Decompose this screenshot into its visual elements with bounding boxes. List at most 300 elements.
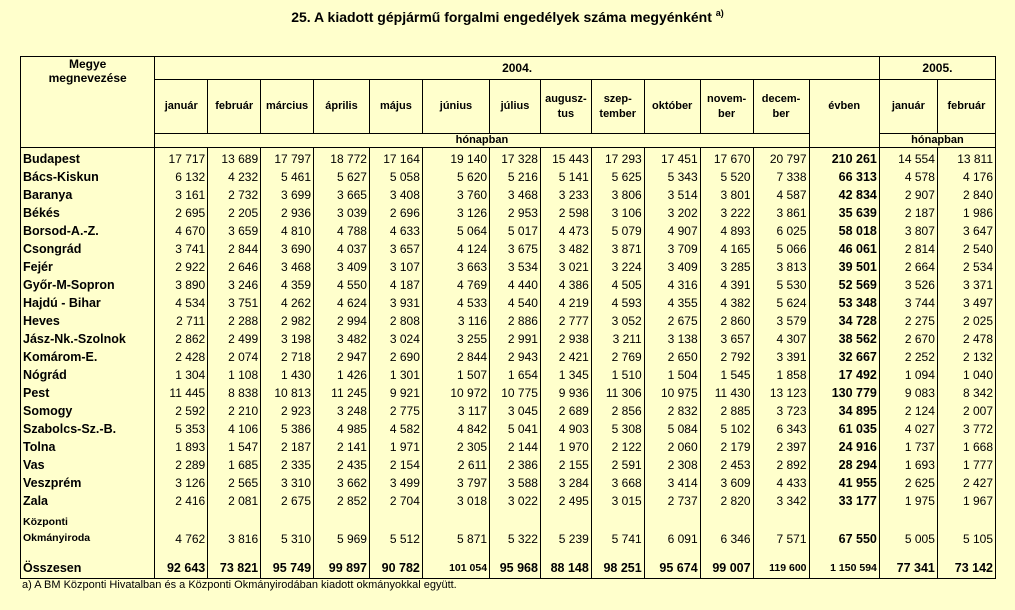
- evben-header: évben: [809, 80, 879, 134]
- month-value: 1 970: [540, 438, 591, 456]
- month-value: 2 397: [753, 438, 809, 456]
- total-month-value-2005: 77 341: [879, 558, 937, 579]
- month-value-2005: 1 975: [879, 492, 937, 510]
- month-value: 2 892: [753, 456, 809, 474]
- month-value: 3 126: [422, 204, 489, 222]
- spacer-cell: [809, 548, 879, 558]
- month-value: 3 468: [261, 258, 314, 276]
- month-value: 3 106: [591, 204, 644, 222]
- month-value: 2 820: [700, 492, 753, 510]
- month-value: 4 788: [314, 222, 370, 240]
- county-name: Vas: [21, 456, 155, 474]
- month-value: 3 871: [591, 240, 644, 258]
- month-value: 5 239: [540, 510, 591, 548]
- month-value: 1 507: [422, 366, 489, 384]
- month-value: 3 022: [490, 492, 541, 510]
- table-row: [21, 148, 996, 169]
- table-row: [21, 456, 996, 474]
- month-value: 6 132: [155, 168, 208, 186]
- month-value: 5 353: [155, 420, 208, 438]
- month-value: 4 582: [369, 420, 422, 438]
- month-value: 2 856: [591, 402, 644, 420]
- month-value: 3 741: [155, 240, 208, 258]
- month-value: 5 871: [422, 510, 489, 548]
- evben-spacer: [809, 134, 879, 148]
- month-value-2005: 1 986: [937, 204, 995, 222]
- month-header-2005: február: [937, 80, 995, 134]
- table-row: [21, 186, 996, 204]
- month-value-2005: 2 814: [879, 240, 937, 258]
- header-row-years: [21, 57, 996, 80]
- month-value: 4 433: [753, 474, 809, 492]
- total-month-value: 95 674: [644, 558, 700, 579]
- total-month-value-2005: 73 142: [937, 558, 995, 579]
- table-row-kozponti: [21, 510, 996, 548]
- month-value: 1 858: [753, 366, 809, 384]
- table-row: [21, 384, 996, 402]
- month-header-2004: március: [261, 80, 314, 134]
- month-value: 4 903: [540, 420, 591, 438]
- month-value: 4 893: [700, 222, 753, 240]
- table-row: [21, 204, 996, 222]
- year-total: 66 313: [809, 168, 879, 186]
- month-value: 8 838: [208, 384, 261, 402]
- spacer-cell: [591, 548, 644, 558]
- month-value: 4 307: [753, 330, 809, 348]
- month-value: 2 179: [700, 438, 753, 456]
- month-value: 5 512: [369, 510, 422, 548]
- month-value: 4 534: [155, 294, 208, 312]
- month-value: 10 972: [422, 384, 489, 402]
- month-value-2005: 3 647: [937, 222, 995, 240]
- month-value: 3 015: [591, 492, 644, 510]
- month-value-2005: 2 478: [937, 330, 995, 348]
- month-value: 3 198: [261, 330, 314, 348]
- month-header-2005: január: [879, 80, 937, 134]
- month-value: 6 343: [753, 420, 809, 438]
- county-name: Veszprém: [21, 474, 155, 492]
- month-value: 3 816: [208, 510, 261, 548]
- table-row: [21, 420, 996, 438]
- month-value: 17 670: [700, 148, 753, 169]
- month-value: 3 514: [644, 186, 700, 204]
- spacer-cell: [314, 548, 370, 558]
- month-value: 3 052: [591, 312, 644, 330]
- month-value: 5 627: [314, 168, 370, 186]
- month-value: 3 723: [753, 402, 809, 420]
- month-value: 5 141: [540, 168, 591, 186]
- month-value: 7 571: [753, 510, 809, 548]
- month-value: 2 860: [700, 312, 753, 330]
- month-value: 3 699: [261, 186, 314, 204]
- month-value: 1 108: [208, 366, 261, 384]
- month-value: 2 938: [540, 330, 591, 348]
- table-row: [21, 222, 996, 240]
- year-total: 67 550: [809, 510, 879, 548]
- month-value: 2 943: [490, 348, 541, 366]
- month-value: 2 591: [591, 456, 644, 474]
- month-header-2004: novem-ber: [700, 80, 753, 134]
- county-name: Békés: [21, 204, 155, 222]
- year-total: 32 667: [809, 348, 879, 366]
- month-value: 1 345: [540, 366, 591, 384]
- month-header-2004: október: [644, 80, 700, 134]
- month-value: 2 675: [644, 312, 700, 330]
- month-value: 7 338: [753, 168, 809, 186]
- month-value: 3 391: [753, 348, 809, 366]
- table-row: [21, 366, 996, 384]
- month-value: 4 187: [369, 276, 422, 294]
- month-value-2005: 2 124: [879, 402, 937, 420]
- month-value: 3 657: [700, 330, 753, 348]
- month-value-2005: 5 005: [879, 510, 937, 548]
- total-month-value: 90 782: [369, 558, 422, 579]
- month-header-2004: február: [208, 80, 261, 134]
- month-value: 3 482: [314, 330, 370, 348]
- month-value-2005: 5 105: [937, 510, 995, 548]
- month-value: 5 216: [490, 168, 541, 186]
- month-value: 2 144: [490, 438, 541, 456]
- month-value: 2 650: [644, 348, 700, 366]
- county-name: Heves: [21, 312, 155, 330]
- month-value: 5 017: [490, 222, 541, 240]
- month-value-2005: 1 094: [879, 366, 937, 384]
- month-value-2005: 9 083: [879, 384, 937, 402]
- month-value: 2 210: [208, 402, 261, 420]
- month-value: 2 611: [422, 456, 489, 474]
- month-value: 2 775: [369, 402, 422, 420]
- month-value: 17 451: [644, 148, 700, 169]
- month-value: 4 762: [155, 510, 208, 548]
- spacer-cell: [208, 548, 261, 558]
- month-value: 5 079: [591, 222, 644, 240]
- spacer-cell: [879, 548, 937, 558]
- month-value: 10 775: [490, 384, 541, 402]
- month-value-2005: 3 744: [879, 294, 937, 312]
- month-value: 3 801: [700, 186, 753, 204]
- month-value: 3 126: [155, 474, 208, 492]
- month-value: 5 969: [314, 510, 370, 548]
- month-value: 3 138: [644, 330, 700, 348]
- year-2004-header: 2004.: [155, 57, 880, 80]
- month-value: 1 510: [591, 366, 644, 384]
- table-row: [21, 438, 996, 456]
- month-value: 3 579: [753, 312, 809, 330]
- month-value: 4 355: [644, 294, 700, 312]
- month-value: 2 711: [155, 312, 208, 330]
- county-name: Szabolcs-Sz.-B.: [21, 420, 155, 438]
- county-name: Tolna: [21, 438, 155, 456]
- month-value: 5 620: [422, 168, 489, 186]
- month-value: 3 039: [314, 204, 370, 222]
- month-header-2004: augusz-tus: [540, 80, 591, 134]
- total-month-value: 101 054: [422, 558, 489, 579]
- month-value: 3 657: [369, 240, 422, 258]
- month-value: 1 971: [369, 438, 422, 456]
- table-row: [21, 312, 996, 330]
- spacer-cell: [155, 548, 208, 558]
- table-row: [21, 402, 996, 420]
- year-total: 61 035: [809, 420, 879, 438]
- month-value-2005: 2 132: [937, 348, 995, 366]
- month-value: 5 308: [591, 420, 644, 438]
- month-value: 1 545: [700, 366, 753, 384]
- honapban-2004-label: hónapban: [155, 134, 809, 148]
- month-value: 17 328: [490, 148, 541, 169]
- spacer-cell: [369, 548, 422, 558]
- month-value-2005: 1 737: [879, 438, 937, 456]
- month-value: 2 421: [540, 348, 591, 366]
- month-value: 5 625: [591, 168, 644, 186]
- month-value: 2 689: [540, 402, 591, 420]
- month-value: 2 074: [208, 348, 261, 366]
- month-value: 5 084: [644, 420, 700, 438]
- month-value: 4 633: [369, 222, 422, 240]
- month-value: 4 624: [314, 294, 370, 312]
- month-header-2004: decem-ber: [753, 80, 809, 134]
- month-value: 10 975: [644, 384, 700, 402]
- month-value: 17 164: [369, 148, 422, 169]
- county-name: Győr-M-Sopron: [21, 276, 155, 294]
- table-row: [21, 168, 996, 186]
- month-value: 2 886: [490, 312, 541, 330]
- month-value: 4 316: [644, 276, 700, 294]
- month-value: 4 262: [261, 294, 314, 312]
- month-value: 5 520: [700, 168, 753, 186]
- month-value: 2 646: [208, 258, 261, 276]
- month-value: 15 443: [540, 148, 591, 169]
- month-value: 2 922: [155, 258, 208, 276]
- spacer-cell: [21, 548, 155, 558]
- month-value: 9 936: [540, 384, 591, 402]
- month-value: 4 587: [753, 186, 809, 204]
- year-total: 46 061: [809, 240, 879, 258]
- month-value: 3 534: [490, 258, 541, 276]
- month-value: 5 058: [369, 168, 422, 186]
- month-value: 5 530: [753, 276, 809, 294]
- month-value: 4 593: [591, 294, 644, 312]
- county-name: Bács-Kiskun: [21, 168, 155, 186]
- month-value: 2 416: [155, 492, 208, 510]
- month-value: 3 161: [155, 186, 208, 204]
- month-value: 3 116: [422, 312, 489, 330]
- month-value: 1 430: [261, 366, 314, 384]
- month-value: 3 211: [591, 330, 644, 348]
- month-value: 3 709: [644, 240, 700, 258]
- county-name: Pest: [21, 384, 155, 402]
- spacer-cell: [937, 548, 995, 558]
- month-value: 2 991: [490, 330, 541, 348]
- month-value: 2 844: [422, 348, 489, 366]
- month-value: 1 685: [208, 456, 261, 474]
- month-value: 13 123: [753, 384, 809, 402]
- table-row: [21, 474, 996, 492]
- month-value: 3 813: [753, 258, 809, 276]
- month-value: 3 248: [314, 402, 370, 420]
- month-value: 4 232: [208, 168, 261, 186]
- month-value: 6 346: [700, 510, 753, 548]
- month-value: 4 037: [314, 240, 370, 258]
- month-value: 2 690: [369, 348, 422, 366]
- month-value: 17 717: [155, 148, 208, 169]
- county-name: Fejér: [21, 258, 155, 276]
- month-value: 4 505: [591, 276, 644, 294]
- month-value: 3 284: [540, 474, 591, 492]
- county-name: Központi Okmányiroda: [21, 510, 155, 548]
- month-value: 4 165: [700, 240, 753, 258]
- month-value: 2 308: [644, 456, 700, 474]
- month-value: 4 550: [314, 276, 370, 294]
- month-value: 4 540: [490, 294, 541, 312]
- total-month-value: 92 643: [155, 558, 208, 579]
- month-value: 2 852: [314, 492, 370, 510]
- year-total: 24 916: [809, 438, 879, 456]
- month-value: 3 117: [422, 402, 489, 420]
- month-value: 3 024: [369, 330, 422, 348]
- month-value-2005: 2 625: [879, 474, 937, 492]
- total-label: Összesen: [21, 558, 155, 579]
- month-value: 17 293: [591, 148, 644, 169]
- month-value-2005: 1 668: [937, 438, 995, 456]
- month-value: 2 386: [490, 456, 541, 474]
- month-value: 3 409: [644, 258, 700, 276]
- month-value: 2 777: [540, 312, 591, 330]
- month-value: 1 504: [644, 366, 700, 384]
- total-month-value: 88 148: [540, 558, 591, 579]
- county-name: Budapest: [21, 148, 155, 169]
- month-value: 5 386: [261, 420, 314, 438]
- month-value: 3 662: [314, 474, 370, 492]
- table-row: [21, 240, 996, 258]
- month-value: 2 565: [208, 474, 261, 492]
- month-value-2005: 2 534: [937, 258, 995, 276]
- county-name: Csongrád: [21, 240, 155, 258]
- table-body: [21, 57, 996, 579]
- table-row: [21, 330, 996, 348]
- month-value: 5 064: [422, 222, 489, 240]
- table-row: [21, 348, 996, 366]
- month-value-2005: 2 670: [879, 330, 937, 348]
- month-value: 3 224: [591, 258, 644, 276]
- month-value: 6 025: [753, 222, 809, 240]
- year-total: 33 177: [809, 492, 879, 510]
- total-month-value: 99 007: [700, 558, 753, 579]
- month-value: 13 689: [208, 148, 261, 169]
- month-value: 5 102: [700, 420, 753, 438]
- month-value-2005: 2 187: [879, 204, 937, 222]
- county-column-header: Megye megnevezése: [21, 57, 155, 148]
- month-value: 3 233: [540, 186, 591, 204]
- month-value: 3 414: [644, 474, 700, 492]
- month-value: 11 245: [314, 384, 370, 402]
- grand-total: 1 150 594: [809, 558, 879, 579]
- spacer-cell: [644, 548, 700, 558]
- month-value: 2 947: [314, 348, 370, 366]
- year-total: 34 728: [809, 312, 879, 330]
- total-month-value: 119 600: [753, 558, 809, 579]
- table-row: [21, 258, 996, 276]
- month-value: 2 844: [208, 240, 261, 258]
- month-value: 2 769: [591, 348, 644, 366]
- county-name: Somogy: [21, 402, 155, 420]
- spacer-cell: [422, 548, 489, 558]
- month-value: 1 893: [155, 438, 208, 456]
- month-header-2004: június: [422, 80, 489, 134]
- month-value: 2 453: [700, 456, 753, 474]
- month-value-2005: 13 811: [937, 148, 995, 169]
- month-value: 2 953: [490, 204, 541, 222]
- month-value-2005: 1 777: [937, 456, 995, 474]
- month-value-2005: 3 497: [937, 294, 995, 312]
- month-value: 2 335: [261, 456, 314, 474]
- month-value: 3 890: [155, 276, 208, 294]
- month-value: 19 140: [422, 148, 489, 169]
- month-value: 2 936: [261, 204, 314, 222]
- month-header-2004: július: [490, 80, 541, 134]
- month-value: 3 609: [700, 474, 753, 492]
- header-row-honapban: [21, 134, 996, 148]
- month-value-2005: 2 427: [937, 474, 995, 492]
- month-value: 3 045: [490, 402, 541, 420]
- year-total: 130 779: [809, 384, 879, 402]
- month-value: 2 832: [644, 402, 700, 420]
- month-value: 2 696: [369, 204, 422, 222]
- year-total: 38 562: [809, 330, 879, 348]
- month-value: 2 718: [261, 348, 314, 366]
- month-value: 2 862: [155, 330, 208, 348]
- total-month-value: 95 749: [261, 558, 314, 579]
- total-month-value: 95 968: [490, 558, 541, 579]
- month-value-2005: 2 540: [937, 240, 995, 258]
- month-value: 4 985: [314, 420, 370, 438]
- month-value: 2 141: [314, 438, 370, 456]
- month-value: 3 675: [490, 240, 541, 258]
- month-value: 3 797: [422, 474, 489, 492]
- total-month-value: 98 251: [591, 558, 644, 579]
- month-value-2005: 4 176: [937, 168, 995, 186]
- month-value-2005: 3 807: [879, 222, 937, 240]
- month-value: 17 797: [261, 148, 314, 169]
- month-value: 3 668: [591, 474, 644, 492]
- month-value: 2 695: [155, 204, 208, 222]
- month-value: 9 921: [369, 384, 422, 402]
- spacer-cell: [540, 548, 591, 558]
- year-total: 210 261: [809, 148, 879, 169]
- page-title: 25. A kiadott gépjármű forgalmi engedélyek száma megyénként $^{a)}$: [291, 8, 724, 25]
- month-value: 2 792: [700, 348, 753, 366]
- month-value: 5 624: [753, 294, 809, 312]
- month-value: 3 310: [261, 474, 314, 492]
- month-value-2005: 4 578: [879, 168, 937, 186]
- month-value: 5 041: [490, 420, 541, 438]
- month-header-2004: január: [155, 80, 208, 134]
- year-total: 52 569: [809, 276, 879, 294]
- month-value: 3 285: [700, 258, 753, 276]
- total-month-value: 99 897: [314, 558, 370, 579]
- spacer-cell: [753, 548, 809, 558]
- year-total: 28 294: [809, 456, 879, 474]
- month-value: 2 155: [540, 456, 591, 474]
- month-value: 2 737: [644, 492, 700, 510]
- month-value: 1 426: [314, 366, 370, 384]
- month-value-2005: 3 772: [937, 420, 995, 438]
- month-value: 1 654: [490, 366, 541, 384]
- month-value: 3 018: [422, 492, 489, 510]
- year-total: 53 348: [809, 294, 879, 312]
- month-value: 5 322: [490, 510, 541, 548]
- table-row: [21, 492, 996, 510]
- month-value: 5 741: [591, 510, 644, 548]
